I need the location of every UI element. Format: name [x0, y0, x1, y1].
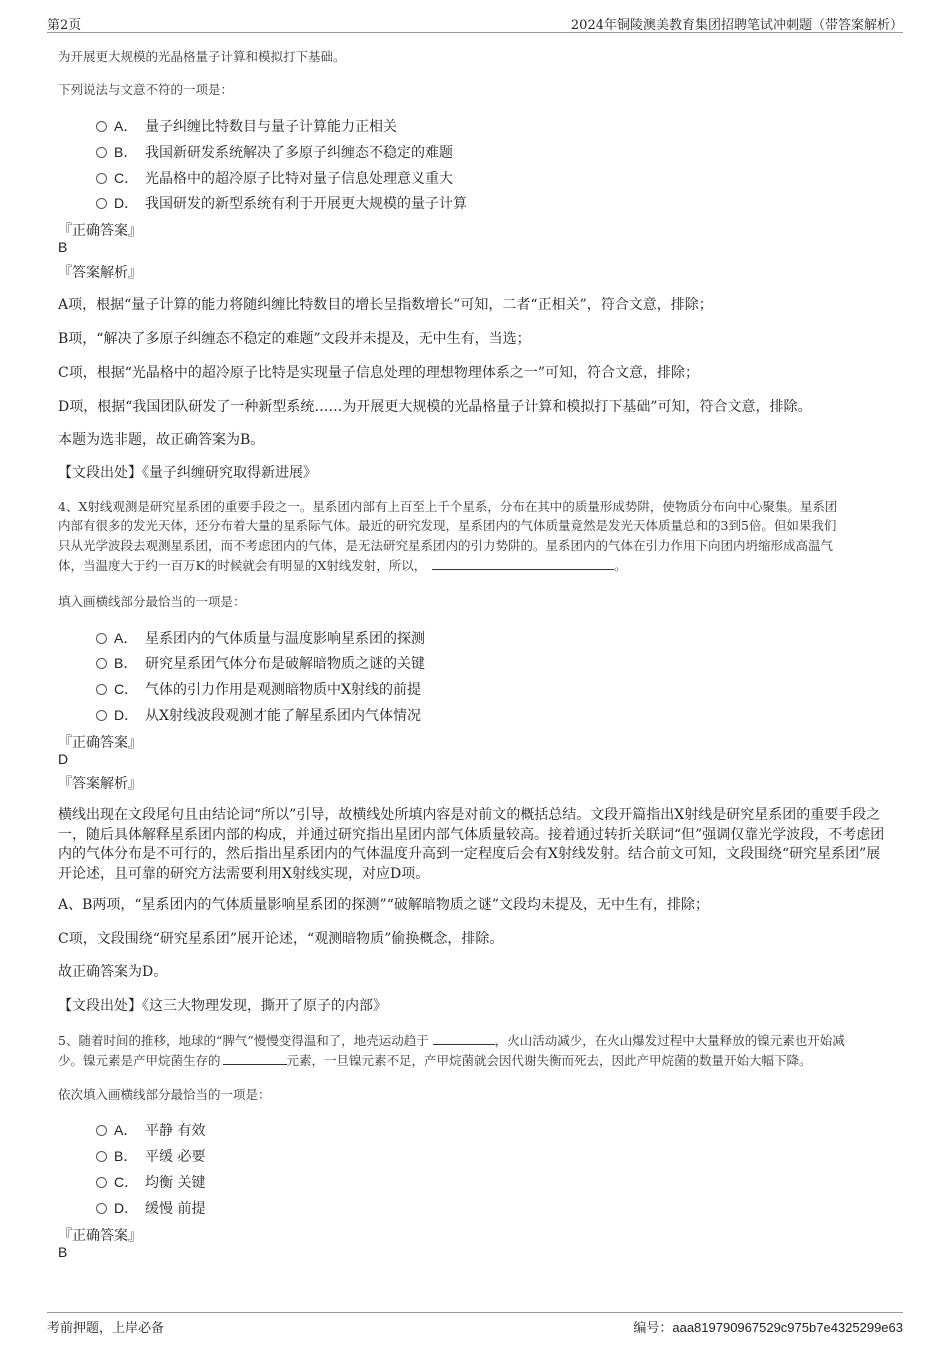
radio-icon[interactable] [96, 1203, 107, 1214]
q3-prompt: 下列说法与文意不符的一项是： [58, 82, 234, 97]
q5-prompt: 依次填入画横线部分最恰当的一项是： [58, 1087, 271, 1102]
q4-analysis-label: 『答案解析』 [58, 776, 142, 792]
q4-option-c[interactable]: C． 气体的引力作用是观测暗物质中X射线的前提 [96, 679, 421, 699]
page-header [47, 12, 903, 33]
radio-icon[interactable] [96, 147, 107, 158]
q4-passage-line-1: 4、X射线观测是研究星系团的重要手段之一。星系团内部有上百至上千个星系，分布在其中的质量形成势阱，使物质分布向中心聚集。星系团 [58, 499, 838, 514]
q3-analysis-c: C项，根据“光晶格中的超冷原子比特是实现量子信息处理的理想物理体系之一”可知，符合文意，排除； [58, 365, 700, 381]
q3-source: 【文段出处】《量子纠缠研究取得新进展》 [58, 465, 317, 481]
q4-option-a[interactable]: A． 星系团内的气体质量与温度影响星系团的探测 [96, 628, 425, 648]
q3-option-a[interactable]: A． 量子纠缠比特数目与量子计算能力正相关 [96, 116, 397, 136]
q3-option-d[interactable]: D． 我国研发的新型系统有利于开展更大规模的量子计算 [96, 193, 467, 213]
q5-passage-line-2: 少。镍元素是产甲烷菌生存的 元素，一旦镍元素不足，产甲烷菌就会因代谢失衡而死去，因此产甲烷菌的数量开始大幅下降。 [58, 1053, 812, 1068]
page-footer [47, 1312, 903, 1335]
q4-answer: D [58, 751, 69, 767]
q3-answer: B [58, 239, 68, 255]
q4-passage-line-2: 内部有很多的发光天体，还分布着大量的星系际气体。最近的研究发现，星系团内的气体质量竟然是发光天体质量总和的3到5倍。但如果我们 [58, 518, 837, 533]
radio-icon[interactable] [96, 710, 107, 721]
radio-icon[interactable] [96, 684, 107, 695]
q3-passage-tail: 为开展更大规模的光晶格量子计算和模拟打下基础。 [58, 49, 346, 64]
q5-option-d[interactable]: D． 缓慢 前提 [96, 1198, 205, 1218]
radio-icon[interactable] [96, 1151, 107, 1162]
q5-option-b[interactable]: B． 平缓 必要 [96, 1146, 205, 1166]
document-code: 编号：aaa819790967529c975b7e4325299e63 [633, 1320, 903, 1336]
q3-option-b[interactable]: B． 我国新研发系统解决了多原子纠缠态不稳定的难题 [96, 142, 453, 162]
q5-answer: B [58, 1244, 68, 1260]
q5-passage-line-1: 5、随着时间的推移，地球的“脾气”慢慢变得温和了，地壳运动趋于 ，火山活动减少，在火山爆发过程中大量释放的镍元素也开始减 [58, 1033, 845, 1048]
q4-analysis-ab: A、B两项，“星系团内的气体质量影响星系团的探测”“破解暗物质之谜”文段均未提及，无中生有，排除； [58, 897, 710, 913]
q4-blank [432, 569, 614, 570]
q4-passage-line-4: 体，当温度大于约一百万K的时候就会有明显的X射线发射，所以， 。 [58, 558, 627, 573]
footer-slogan: 考前押题，上岸必备 [47, 1321, 165, 1336]
q4-answer-label: 『正确答案』 [58, 735, 142, 751]
q5-answer-label: 『正确答案』 [58, 1228, 142, 1244]
page-number: 第2页 [47, 18, 82, 33]
q4-option-d[interactable]: D． 从X射线波段观测才能了解星系团内气体情况 [96, 705, 421, 725]
q5-option-c[interactable]: C． 均衡 关键 [96, 1172, 205, 1192]
q4-analysis-c: C项，文段围绕“研究星系团”展开论述，“观测暗物质”偷换概念，排除。 [58, 931, 504, 947]
q5-blank-1 [433, 1044, 495, 1045]
q3-option-c[interactable]: C． 光晶格中的超冷原子比特对量子信息处理意义重大 [96, 168, 453, 188]
q3-analysis-b: B项，“解决了多原子纠缠态不稳定的难题”文段并未提及，无中生有，当选； [58, 331, 531, 347]
document-title: 2024年铜陵澳美教育集团招聘笔试冲刺题（带答案解析） [570, 18, 903, 33]
q4-option-b[interactable]: B． 研究星系团气体分布是破解暗物质之谜的关键 [96, 653, 425, 673]
radio-icon[interactable] [96, 658, 107, 669]
q5-option-a[interactable]: A． 平静 有效 [96, 1120, 205, 1140]
q5-blank-2 [223, 1064, 287, 1065]
radio-icon[interactable] [96, 173, 107, 184]
q3-analysis-label: 『答案解析』 [58, 265, 142, 281]
radio-icon[interactable] [96, 198, 107, 209]
q3-analysis-a: A项，根据“量子计算的能力将随纠缠比特数目的增长呈指数增长”可知，二者“正相关”，符合文意，排除； [58, 297, 713, 313]
q4-source: 【文段出处】《这三大物理发现，撕开了原子的内部》 [58, 998, 387, 1014]
q3-conclusion: 本题为选非题，故正确答案为B。 [58, 432, 265, 448]
q3-analysis-d: D项，根据“我国团队研发了一种新型系统……为开展更大规模的光晶格量子计算和模拟打下基础”可知，符合文意，排除。 [58, 399, 812, 415]
q4-prompt: 填入画横线部分最恰当的一项是： [58, 594, 246, 609]
radio-icon[interactable] [96, 633, 107, 644]
radio-icon[interactable] [96, 1177, 107, 1188]
q4-passage-line-3: 只从光学波段去观测星系团，而不考虑团内的气体，是无法研究星系团内的引力势阱的。星系团内的气体在引力作用下向团内坍缩形成高温气 [58, 538, 834, 553]
radio-icon[interactable] [96, 121, 107, 132]
q4-conclusion: 故正确答案为D。 [58, 964, 168, 980]
radio-icon[interactable] [96, 1125, 107, 1136]
q3-answer-label: 『正确答案』 [58, 223, 142, 239]
q4-analysis-main: 横线出现在文段尾句且由结论词“所以”引导，故横线处所填内容是对前文的概括总结。文段开篇指出X射线是研究星系团的重要手段之一，随后具体解释星系团内部的构成，并通过研究指出星团内部气体质量较高。接着通过转折关联词“但”强调仅靠光学波段，不考虑团内的气体分布是不可行的，然后指出星系团内的气体温度升高到一定程度后会有X射线发射。结合前文可知，文段围绕“研究星系团”展开论述，且可靠的研究方法需要利用X射线实现，对应D项。 [58, 807, 885, 882]
